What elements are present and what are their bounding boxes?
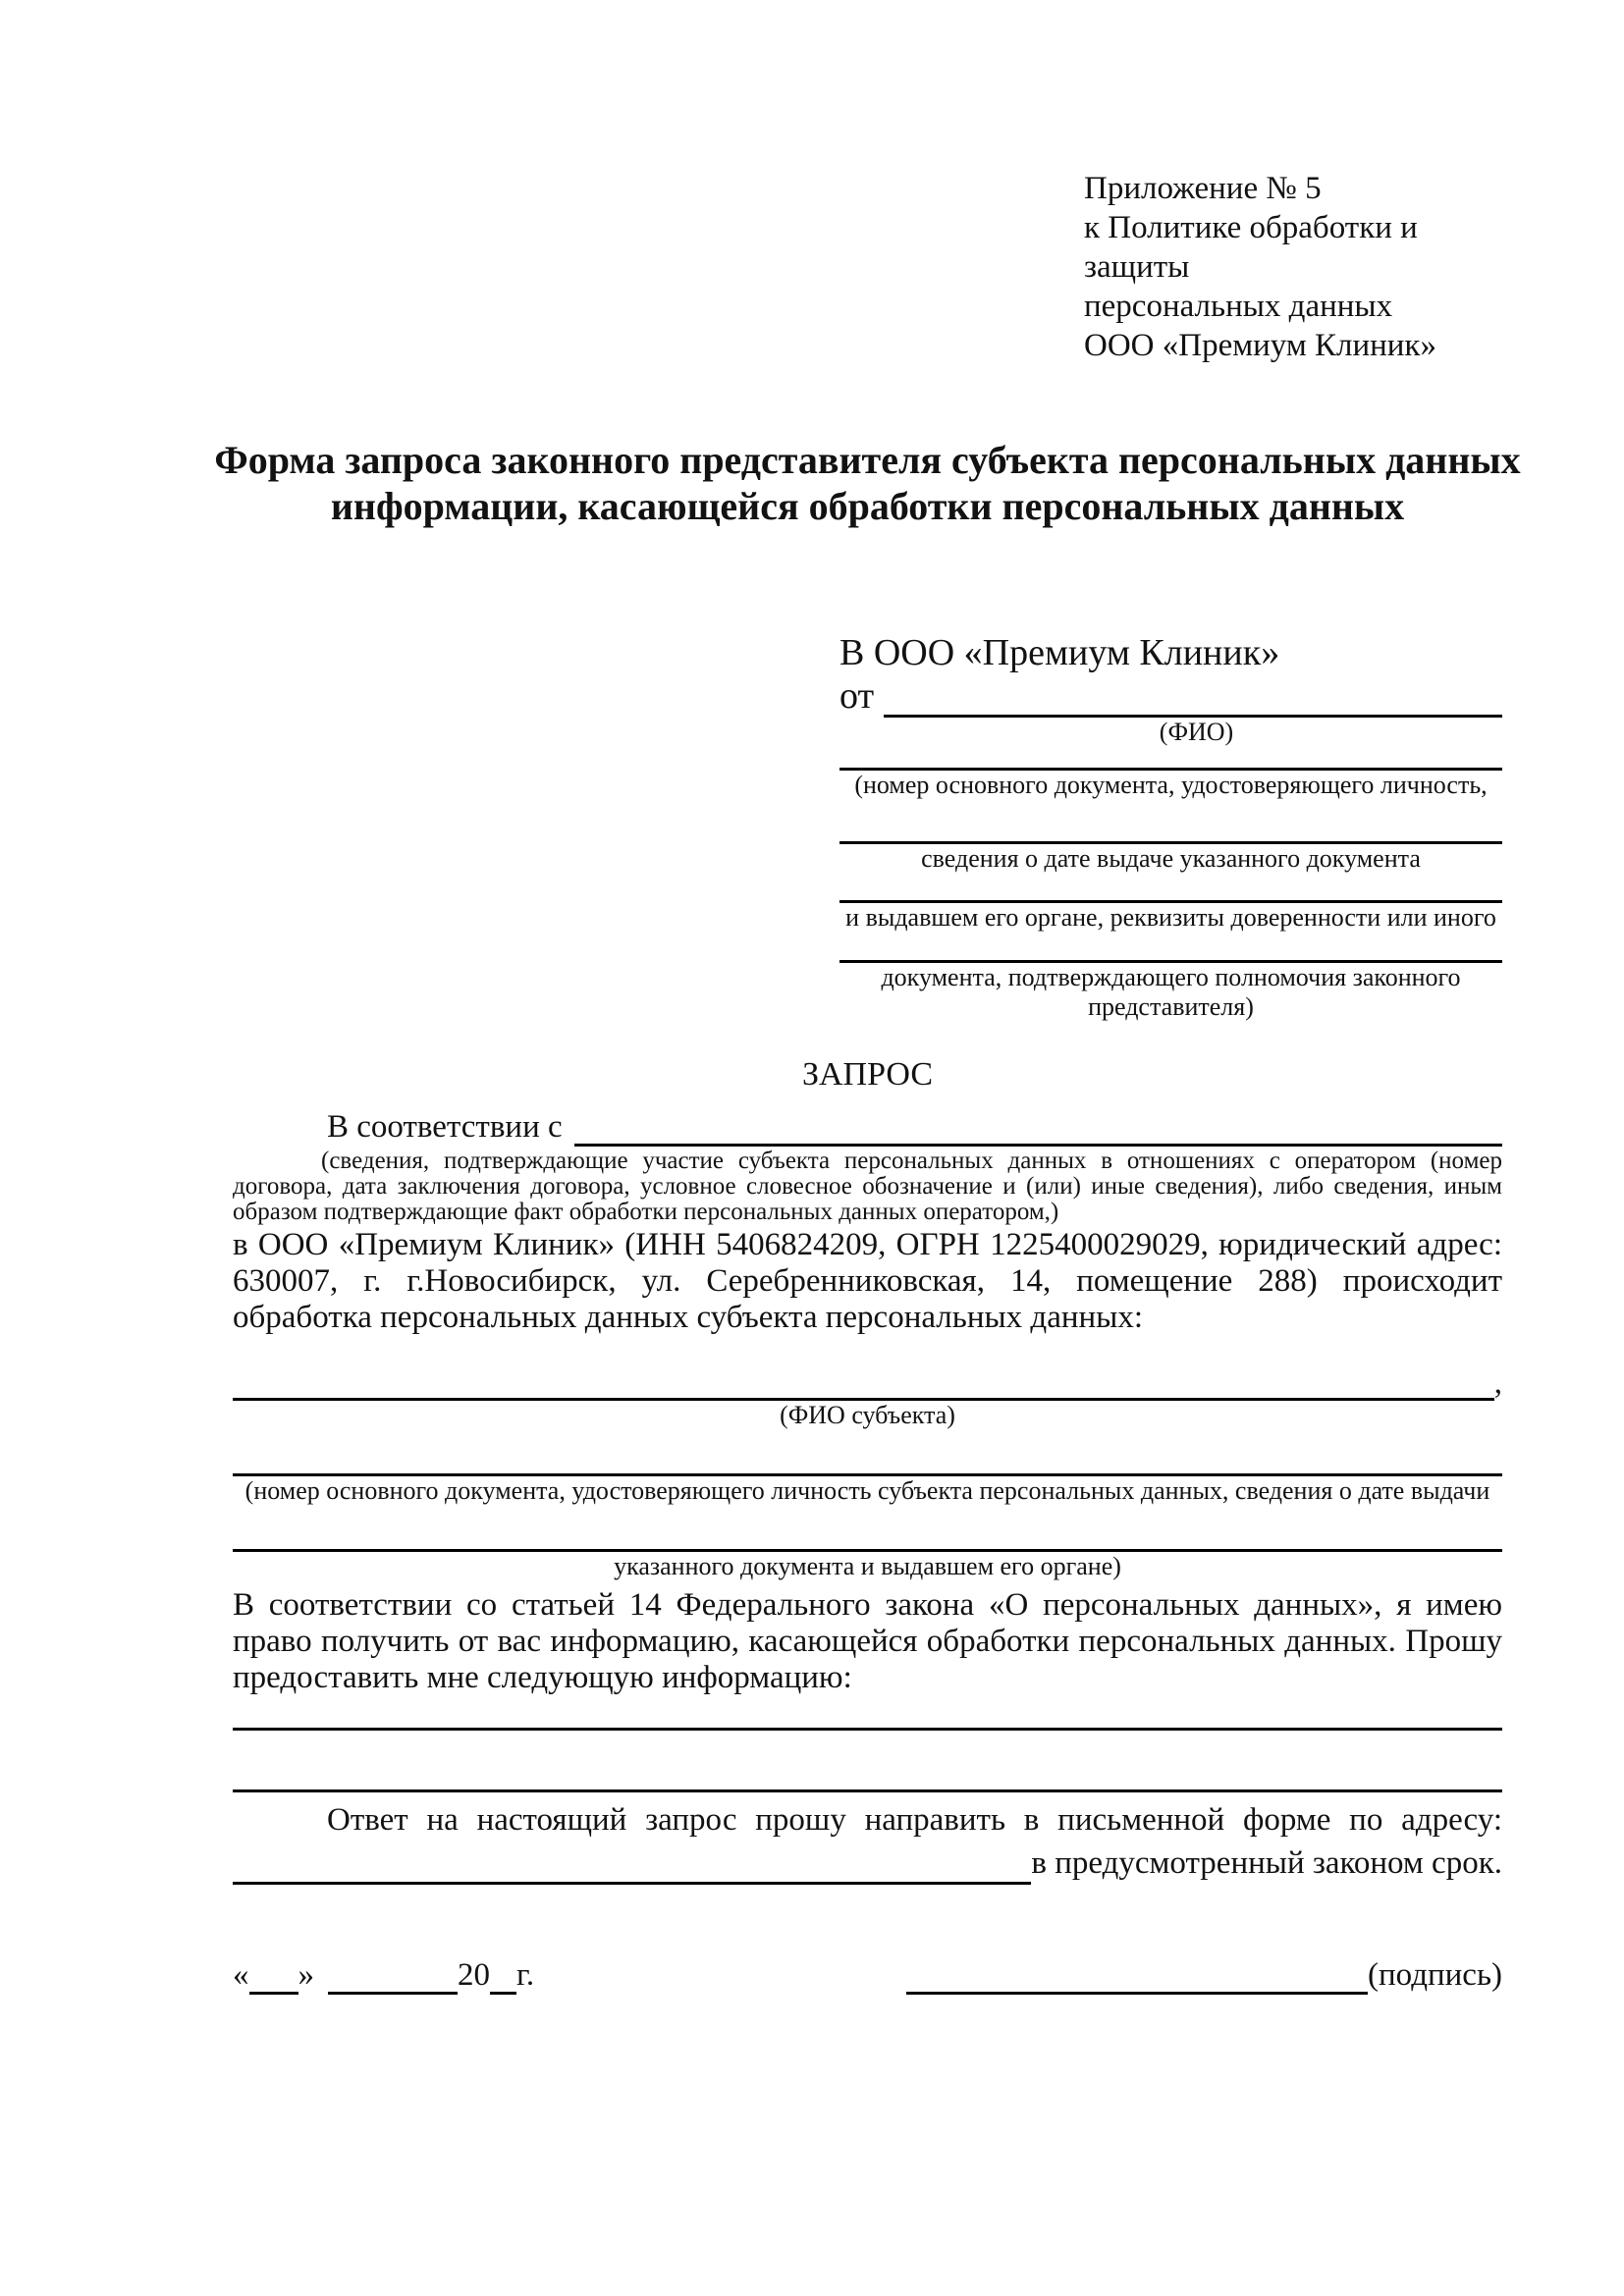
info-request-field-2[interactable]	[233, 1789, 1502, 1792]
date-signature-row	[233, 1955, 1502, 1995]
subject-fio-row	[233, 1365, 1502, 1401]
operator-paragraph: в ООО «Премиум Клиник» (ИНН 5406824209, ОГРН 1225400029029, юридический адрес: 630007, г. г.Новосибирск, ул. Серебренниковская, 14, помещение 288) происходит обработка персональных данных субъекта персональных данных:	[233, 1227, 1502, 1335]
doc-issuer-caption: и выдавшем его органе, реквизиты доверенности или иного	[845, 903, 1496, 932]
applicant-doc-number-row	[839, 747, 1502, 800]
addressee-block	[839, 631, 1502, 1022]
rights-paragraph: В соответствии со статьей 14 Федерального закона «О персональных данных», я имею право получить от вас информацию, касающейся обработки персональных данных. Прошу предоставить мне следующую информацию:	[233, 1587, 1502, 1695]
authority-doc-field[interactable]	[839, 933, 1502, 963]
month-field[interactable]	[328, 1965, 458, 1995]
appendix-line: Приложение № 5	[1084, 171, 1322, 206]
reply-address-field[interactable]	[233, 1849, 1031, 1885]
applicant-doc-date-field[interactable]	[839, 800, 1502, 844]
accordance-row	[233, 1107, 1502, 1147]
applicant-doc-number-field[interactable]	[839, 747, 1502, 771]
signature-group	[906, 1955, 1502, 1995]
appendix-line: ООО «Премиум Клиник»	[1084, 328, 1436, 363]
subject-doc-field-2[interactable]	[233, 1506, 1502, 1552]
subject-fio-comma: ,	[1493, 1365, 1502, 1401]
doc-date-caption: сведения о дате выдаче указанного документа	[921, 844, 1421, 873]
applicant-doc-date-row	[839, 800, 1502, 874]
addressee-to: В ООО «Премиум Клиник»	[839, 632, 1280, 673]
subject-doc-caption-2: указанного документа и выдавшем его органе)	[614, 1552, 1121, 1580]
reply-tail: в предусмотренный законом срок.	[1031, 1845, 1502, 1881]
reply-paragraph: Ответ на настоящий запрос прошу направить в письменной форме по адресу:	[327, 1802, 1502, 1838]
signature-caption: (подпись)	[1368, 1957, 1502, 1993]
form-title	[174, 437, 1561, 529]
subject-fio-field[interactable]	[233, 1371, 1494, 1401]
day-field[interactable]	[249, 1965, 298, 1995]
subject-fio-caption: (ФИО субъекта)	[780, 1401, 955, 1429]
year-field[interactable]	[490, 1965, 516, 1995]
subject-doc-row-1	[233, 1430, 1502, 1506]
accordance-label: В соответствии с	[327, 1109, 563, 1145]
fio-caption: (ФИО)	[1159, 718, 1234, 746]
from-row	[839, 674, 1502, 718]
reply-address-row	[233, 1842, 1502, 1885]
form-title-line: информации, касающейся обработки персональных данных	[330, 484, 1405, 528]
request-heading: ЗАПРОС	[801, 1056, 934, 1093]
subject-doc-caption-1: (номер основного документа, удостоверяющего личность субъекта персональных данных, сведения о дате выдачи	[244, 1476, 1490, 1505]
subject-doc-row-2	[233, 1506, 1502, 1581]
signature-field[interactable]	[906, 1965, 1368, 1995]
date-group	[233, 1955, 534, 1995]
subject-doc-field-1[interactable]	[233, 1430, 1502, 1476]
applicant-doc-issuer-field[interactable]	[839, 874, 1502, 903]
document-content	[0, 169, 1624, 1995]
appendix-header	[1084, 169, 1502, 365]
info-request-field-1[interactable]	[233, 1728, 1502, 1731]
open-quote: «	[233, 1957, 249, 1993]
year-suffix: г.	[516, 1957, 535, 1993]
year-prefix: 20	[458, 1957, 490, 1993]
accordance-basis-field[interactable]	[574, 1111, 1502, 1147]
from-label: от	[839, 675, 875, 717]
authority-doc-caption: документа, подтверждающего полномочия законного представителя)	[881, 963, 1461, 1021]
form-title-line: Форма запроса законного представителя субъекта персональных данных	[214, 438, 1521, 482]
applicant-fio-field[interactable]	[884, 682, 1502, 718]
authority-doc-row	[839, 933, 1502, 1022]
appendix-line: персональных данных	[1084, 289, 1393, 324]
appendix-line: к Политике обработки и защиты	[1084, 210, 1418, 285]
close-quote: »	[298, 1957, 314, 1993]
applicant-doc-issuer-row	[839, 874, 1502, 933]
accordance-note: (сведения, подтверждающие участие субъекта персональных данных в отношениях с оператором (номер договора, дата заключения договора, условное словесное обозначение и (или) иные сведения), либо сведения, иным образом подтверждающие факт обработки персональных данных оператором,)	[233, 1148, 1502, 1225]
doc-number-caption: (номер основного документа, удостоверяющего личность,	[854, 771, 1488, 799]
